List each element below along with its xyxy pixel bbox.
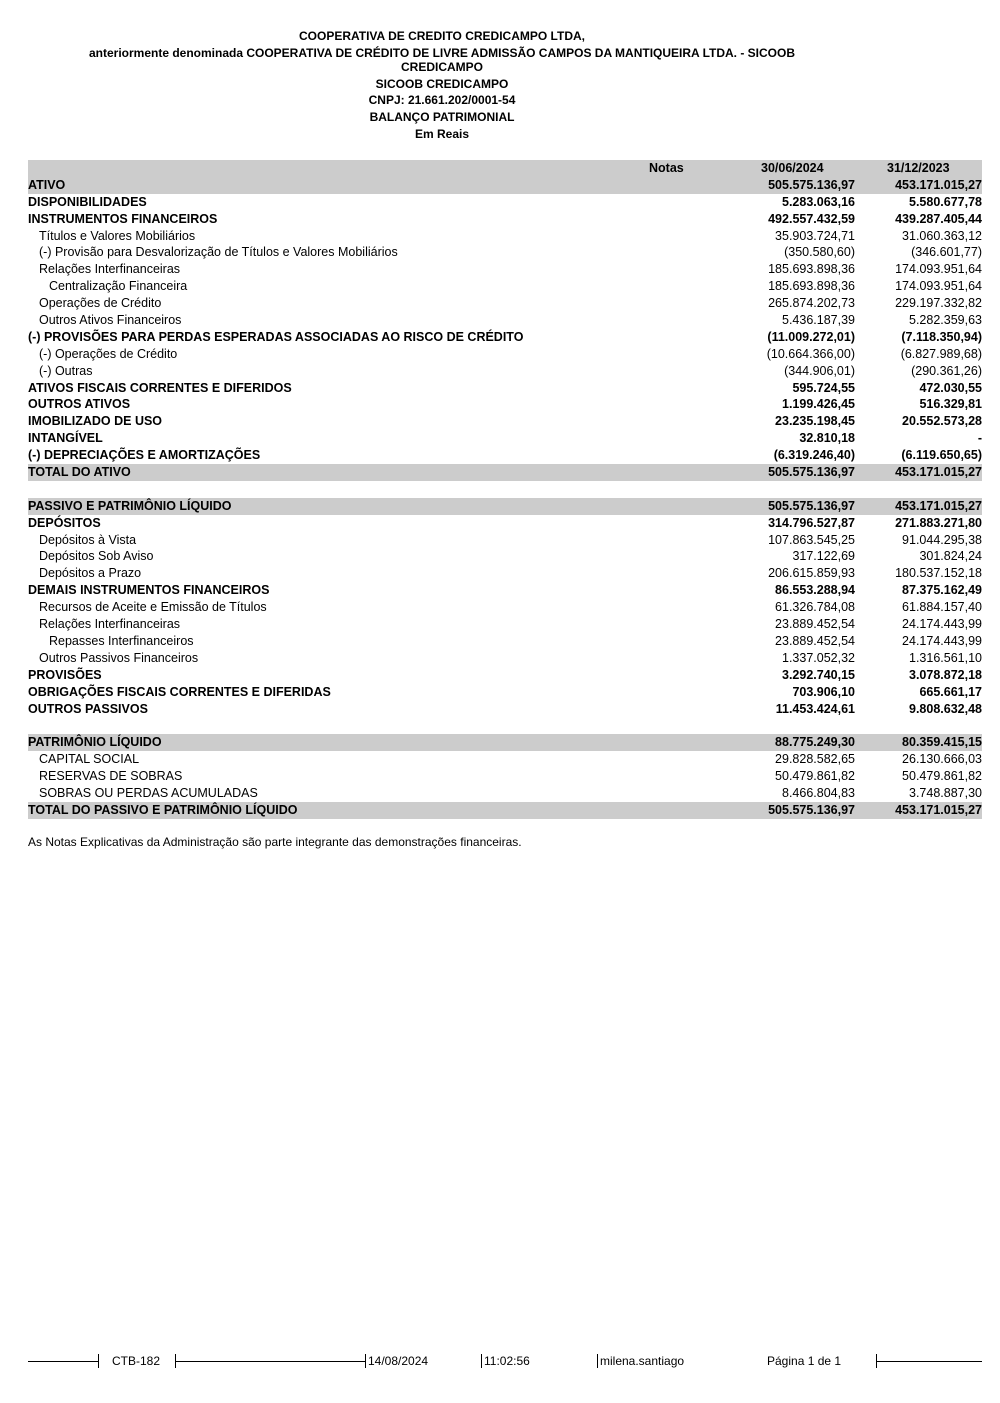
table-row (28, 582, 982, 599)
row-value-2024: 505.575.136,97 (768, 177, 855, 192)
row-label: SOBRAS OU PERDAS ACUMULADAS (39, 785, 258, 800)
row-value-2023: 3.078.872,18 (909, 667, 982, 682)
row-value-2023: 439.287.405,44 (895, 211, 982, 226)
row-value-2023: 180.537.152,18 (895, 566, 982, 581)
table-row (28, 498, 982, 515)
row-value-2023: (346.601,77) (911, 245, 982, 260)
row-label: OUTROS PASSIVOS (28, 701, 148, 716)
explanatory-note: As Notas Explicativas da Administração são parte integrante das demonstrações financeiras. (28, 835, 522, 849)
row-label: OBRIGAÇÕES FISCAIS CORRENTES E DIFERIDAS (28, 684, 331, 699)
row-label: TOTAL DO PASSIVO E PATRIMÔNIO LÍQUIDO (28, 802, 298, 817)
row-label: Outros Ativos Financeiros (39, 313, 182, 328)
row-value-2023: 301.824,24 (919, 549, 982, 564)
footer-separator (597, 1354, 598, 1368)
row-value-2024: 35.903.724,71 (775, 228, 855, 243)
row-value-2023: 5.282.359,63 (909, 313, 982, 328)
row-value-2023: 472.030,55 (919, 380, 982, 395)
row-label: DEMAIS INSTRUMENTOS FINANCEIROS (28, 583, 270, 598)
row-value-2024: 185.693.898,36 (768, 279, 855, 294)
row-value-2024: (344.906,01) (784, 363, 855, 378)
column-notas: Notas (649, 161, 684, 175)
spacer-row (28, 481, 982, 498)
cnpj: CNPJ: 21.661.202/0001-54 (368, 93, 516, 108)
table-row (28, 565, 982, 582)
balance-sheet-table (28, 160, 982, 819)
row-label: (-) Operações de Crédito (39, 346, 178, 361)
footer-rule (28, 1361, 98, 1362)
row-value-2024: 317.122,69 (792, 549, 855, 564)
row-value-2023: 50.479.861,82 (902, 769, 982, 784)
print-time: 11:02:56 (484, 1354, 530, 1368)
user-name: milena.santiago (600, 1354, 685, 1368)
report-code: CTB-182 (112, 1354, 161, 1368)
row-value-2024: (10.664.366,00) (766, 346, 855, 361)
row-label: (-) PROVISÕES PARA PERDAS ESPERADAS ASSOCIADAS AO RISCO DE CRÉDITO (28, 329, 524, 344)
row-value-2024: 206.615.859,93 (768, 566, 855, 581)
table-row (28, 346, 982, 363)
table-row (28, 515, 982, 532)
table-row (28, 295, 982, 312)
spacer-row (28, 717, 982, 734)
table-row (28, 278, 982, 295)
row-value-2023: 1.316.561,10 (909, 650, 982, 665)
table-row (28, 363, 982, 380)
table-row (28, 802, 982, 819)
row-label: (-) DEPRECIAÇÕES E AMORTIZAÇÕES (28, 448, 261, 463)
row-value-2024: 23.235.198,45 (775, 414, 855, 429)
row-value-2023: 665.661,17 (919, 684, 982, 699)
table-row (28, 548, 982, 565)
table-row (28, 599, 982, 616)
row-label: Repasses Interfinanceiros (49, 633, 194, 648)
row-label: Depósitos Sob Aviso (39, 549, 154, 564)
row-value-2023: 87.375.162,49 (902, 583, 982, 598)
table-row (28, 464, 982, 481)
row-value-2024: 88.775.249,30 (775, 735, 855, 750)
row-value-2023: - (977, 431, 982, 446)
row-value-2023: 20.552.573,28 (902, 414, 982, 429)
table-row (28, 413, 982, 430)
row-value-2023: 516.329,81 (919, 397, 982, 412)
table-row (28, 194, 982, 211)
row-value-2024: 505.575.136,97 (768, 465, 855, 480)
row-label: Operações de Crédito (39, 296, 162, 311)
row-value-2023: 24.174.443,99 (902, 617, 982, 632)
row-label: INSTRUMENTOS FINANCEIROS (28, 211, 218, 226)
table-row (28, 447, 982, 464)
row-label: (-) Outras (39, 363, 93, 378)
column-date-1: 30/06/2024 (761, 161, 824, 175)
print-date: 14/08/2024 (368, 1354, 429, 1368)
row-value-2024: 50.479.861,82 (775, 769, 855, 784)
row-value-2024: 86.553.288,94 (775, 583, 855, 598)
former-name-line: anteriormente denominada COOPERATIVA DE CRÉDITO DE LIVRE ADMISSÃO CAMPOS DA MANTIQUEIRA LTDA. - SICOOB (88, 45, 796, 60)
row-value-2024: 505.575.136,97 (768, 802, 855, 817)
row-label: CAPITAL SOCIAL (39, 752, 140, 767)
row-label: PASSIVO E PATRIMÔNIO LÍQUIDO (28, 498, 232, 513)
row-value-2024: 3.292.740,15 (782, 667, 855, 682)
row-value-2023: 271.883.271,80 (895, 515, 982, 530)
row-value-2024: 32.810,18 (799, 431, 855, 446)
footer-rule (175, 1361, 365, 1362)
row-value-2023: 61.884.157,40 (902, 600, 982, 615)
footer-separator (481, 1354, 482, 1368)
row-label: TOTAL DO ATIVO (28, 465, 131, 480)
row-label: Depósitos a Prazo (39, 566, 142, 581)
row-value-2023: 229.197.332,82 (895, 296, 982, 311)
table-row (28, 312, 982, 329)
footer-rule (876, 1361, 982, 1362)
footer-separator (98, 1354, 99, 1368)
row-value-2023: (6.119.650,65) (901, 448, 982, 463)
table-row (28, 228, 982, 245)
row-value-2023: 453.171.015,27 (895, 177, 982, 192)
row-value-2024: 1.337.052,32 (782, 650, 855, 665)
table-row (28, 244, 982, 261)
row-label: PATRIMÔNIO LÍQUIDO (28, 735, 162, 750)
row-value-2024: 595.724,55 (792, 380, 855, 395)
table-row (28, 701, 982, 718)
row-value-2024: 23.889.452,54 (775, 633, 855, 648)
table-row (28, 211, 982, 228)
row-label: IMOBILIZADO DE USO (28, 414, 163, 429)
row-label: DEPÓSITOS (28, 515, 101, 530)
row-value-2024: 61.326.784,08 (775, 600, 855, 615)
row-value-2024: (6.319.246,40) (773, 448, 855, 463)
table-row (28, 667, 982, 684)
page-number: Página 1 de 1 (767, 1354, 842, 1368)
table-row (28, 430, 982, 447)
row-value-2024: 314.796.527,87 (768, 515, 855, 530)
table-row (28, 633, 982, 650)
column-header-row (28, 160, 982, 177)
table-row (28, 616, 982, 633)
former-name-continuation: CREDICAMPO (400, 59, 483, 74)
row-label: RESERVAS DE SOBRAS (39, 769, 183, 784)
row-value-2023: 24.174.443,99 (902, 633, 982, 648)
table-row (28, 329, 982, 346)
row-value-2023: 453.171.015,27 (895, 802, 982, 817)
table-row (28, 380, 982, 397)
row-value-2023: 453.171.015,27 (895, 465, 982, 480)
row-label: PROVISÕES (28, 667, 102, 682)
row-label: Títulos e Valores Mobiliários (39, 228, 196, 243)
currency-unit: Em Reais (414, 126, 470, 141)
table-row (28, 177, 982, 194)
footer-separator (365, 1354, 366, 1368)
row-value-2024: 185.693.898,36 (768, 262, 855, 277)
row-value-2024: (350.580,60) (784, 245, 855, 260)
row-label: Centralização Financeira (49, 279, 188, 294)
row-value-2024: 492.557.432,59 (768, 211, 855, 226)
row-value-2023: 26.130.666,03 (902, 752, 982, 767)
row-value-2024: 5.283.063,16 (782, 194, 855, 209)
row-value-2023: 31.060.363,12 (902, 228, 982, 243)
row-label: OUTROS ATIVOS (28, 397, 131, 412)
table-row (28, 396, 982, 413)
table-row (28, 734, 982, 751)
row-value-2023: (290.361,26) (911, 363, 982, 378)
row-value-2024: (11.009.272,01) (767, 329, 855, 344)
table-row (28, 751, 982, 768)
row-value-2024: 8.466.804,83 (782, 785, 855, 800)
row-label: (-) Provisão para Desvalorização de Títulos e Valores Mobiliários (39, 245, 398, 260)
report-title: BALANÇO PATRIMONIAL (369, 110, 515, 125)
page-footer (28, 1352, 982, 1370)
row-label: ATIVO (28, 177, 66, 192)
column-date-2: 31/12/2023 (887, 161, 950, 175)
table-row (28, 684, 982, 701)
table-row (28, 785, 982, 802)
row-label: Relações Interfinanceiras (39, 262, 181, 277)
row-value-2024: 5.436.187,39 (782, 313, 855, 328)
row-label: DISPONIBILIDADES (28, 194, 147, 209)
row-value-2024: 23.889.452,54 (775, 617, 855, 632)
row-value-2023: (7.118.350,94) (901, 329, 982, 344)
row-value-2023: 91.044.295,38 (902, 532, 982, 547)
row-value-2024: 265.874.202,73 (768, 296, 855, 311)
document-header (28, 29, 856, 141)
row-value-2023: 174.093.951,64 (895, 262, 982, 277)
row-label: Recursos de Aceite e Emissão de Títulos (39, 600, 267, 615)
table-row (28, 650, 982, 667)
row-value-2024: 1.199.426,45 (782, 397, 855, 412)
row-value-2023: 9.808.632,48 (909, 701, 982, 716)
row-value-2024: 107.863.545,25 (768, 532, 855, 547)
row-value-2024: 505.575.136,97 (768, 498, 855, 513)
row-value-2023: 3.748.887,30 (909, 785, 982, 800)
row-label: INTANGÍVEL (28, 431, 103, 446)
row-value-2024: 11.453.424,61 (775, 701, 855, 716)
row-label: Outros Passivos Financeiros (39, 650, 199, 665)
row-value-2023: 453.171.015,27 (895, 498, 982, 513)
row-value-2024: 703.906,10 (792, 684, 855, 699)
table-row (28, 532, 982, 549)
company-name: COOPERATIVA DE CREDITO CREDICAMPO LTDA, (298, 29, 585, 43)
row-label: Depósitos à Vista (39, 532, 137, 547)
row-label: ATIVOS FISCAIS CORRENTES E DIFERIDOS (28, 380, 292, 395)
row-value-2023: 5.580.677,78 (909, 194, 982, 209)
table-row (28, 768, 982, 785)
trade-name: SICOOB CREDICAMPO (375, 76, 509, 91)
row-label: Relações Interfinanceiras (39, 617, 181, 632)
row-value-2023: 80.359.415,15 (902, 735, 982, 750)
row-value-2023: 174.093.951,64 (895, 279, 982, 294)
row-value-2024: 29.828.582,65 (775, 752, 855, 767)
row-value-2023: (6.827.989,68) (900, 346, 982, 361)
table-row (28, 261, 982, 278)
